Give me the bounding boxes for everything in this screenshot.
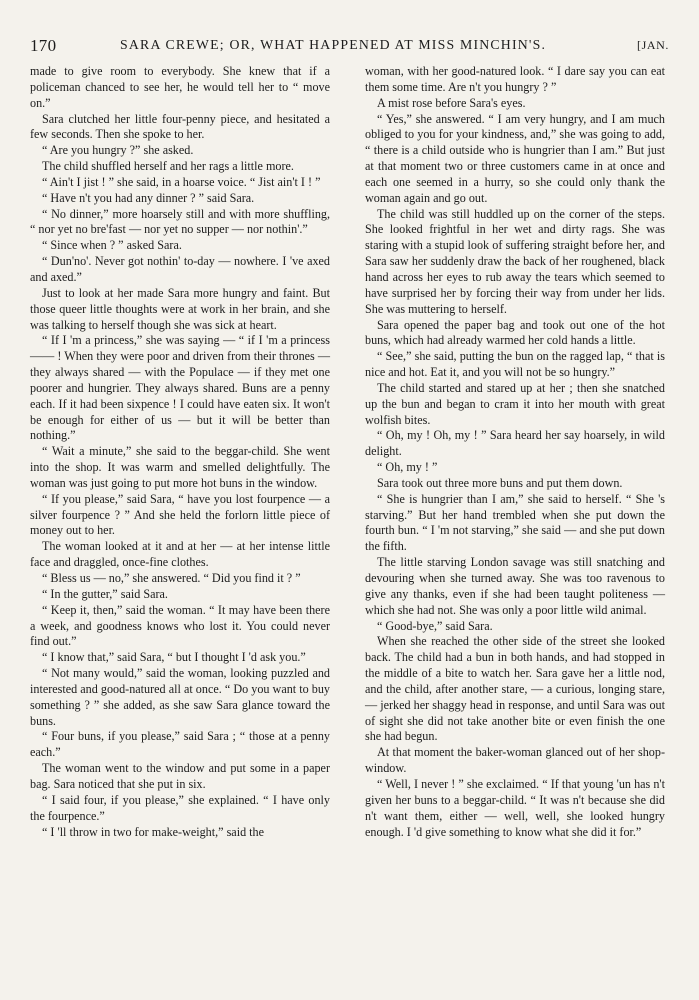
paragraph: The little starving London savage was still snatching and devouring when she turned away. She was too ravenous to give any thanks, even if she had been taught politeness — which she had not. She was only a poor little wild animal. <box>365 555 665 617</box>
paragraph: “ Good-bye,” said Sara. <box>377 618 493 633</box>
paragraph: “ Yes,” she answered. “ I am very hungry, and I am much obliged to you for your kindness, and,” she was going to add, “ there is a child outside who is hungrier than I am.” But just at that moment two or three customers came in at once and each one seemed in a hurry, so she could only thank the woman again and go out. <box>365 111 665 205</box>
paragraph: “ No dinner,” more hoarsely still and with more shuffling, “ nor yet no bre'fast — nor yet no supper — nor nothin'.” <box>30 206 330 237</box>
paragraph: The child shuffled herself and her rags a little more. <box>42 159 294 174</box>
paragraph: “ In the gutter,” said Sara. <box>42 586 168 601</box>
paragraph: “ Four buns, if you please,” said Sara ; “ those at a penny each.” <box>30 729 330 760</box>
paragraph: “ I said four, if you please,” she explained. “ I have only the fourpence.” <box>30 792 330 823</box>
running-title: SARA CREWE; OR, WHAT HAPPENED AT MISS MINCHIN'S. <box>120 37 547 52</box>
paragraph: Just to look at her made Sara more hungry and faint. But those queer little thoughts were at work in her brain, and she was talking to herself though she was sick at heart. <box>30 285 330 332</box>
paragraph: Sara took out three more buns and put them down. <box>377 475 623 490</box>
left-column <box>30 64 330 840</box>
paragraph: “ Dun'no'. Never got nothin' to-day — nowhere. I 've axed and axed.” <box>30 254 330 284</box>
paragraph: woman, with her good-natured look. “ I dare say you can eat them some time. Are n't you hungry ? ” <box>365 64 665 94</box>
paragraph: “ See,” she said, putting the bun on the ragged lap, “ that is nice and hot. Eat it, and you will not be so hungry.” <box>365 349 665 380</box>
paragraph: “ I 'll throw in two for make-weight,” said the <box>42 824 265 839</box>
paragraph: “ If you please,” said Sara, “ have you lost fourpence — a silver fourpence ? ” And she held the forlorn little piece of money out to her. <box>30 491 330 538</box>
paragraph: “ If I 'm a princess,” she was saying — “ if I 'm a princess —— ! When they were poor and driven from their thrones — they always shared — with the Populace — if they met one poorer and hungrier. They always shared. Buns are a penny each. If it had been sixpence ! I could have eaten six. It won't be enough for either of us — but it will be better than nothing.” <box>30 333 330 443</box>
paragraph: “ Well, I never ! ” she exclaimed. “ If that young 'un has n't given her buns to a beggar-child. “ It was n't because she did n't want them, either — well, well, she looked hungry enough. I 'd give something to know what she did it for.” <box>365 776 665 839</box>
paragraph: At that moment the baker-woman glanced out of her shop-window. <box>365 745 665 776</box>
paragraph: “ Since when ? ” asked Sara. <box>42 238 182 253</box>
paragraph: A mist rose before Sara's eyes. <box>377 95 526 110</box>
paragraph: “ Ain't I jist ! ” she said, in a hoarse voice. “ Jist ain't I ! ” <box>42 174 321 189</box>
paragraph: “ Have n't you had any dinner ? ” said Sara. <box>42 190 255 205</box>
issue-month: [JAN. <box>637 38 669 52</box>
paragraph: When she reached the other side of the street she looked back. The child had a bun in both hands, and had stopped in the middle of a bite to watch her. Sara gave her a little nod, and the child, after another stare, — a curious, longing stare, — jerked her shaggy head in response, and until Sara was out of sight she did not take another bite or even finish the one she had begun. <box>365 634 665 744</box>
paragraph: Sara opened the paper bag and took out one of the hot buns, which had already warmed her cold hands a little. <box>365 317 665 348</box>
paragraph: “ She is hungrier than I am,” she said to herself. “ She 's starving.” But her hand trembled when she put down the fourth bun. “ I 'm not starving,” she said — and she put down the fifth. <box>365 491 665 554</box>
running-header <box>30 34 669 56</box>
paragraph: made to give room to everybody. She knew that if a policeman chanced to see her, he would tell her to “ move on.” <box>30 64 330 110</box>
paragraph: “ Bless us — no,” she answered. “ Did you find it ? ” <box>42 571 301 585</box>
paragraph: “ Wait a minute,” she said to the beggar-child. She went into the shop. It was warm and smelled delightfully. The woman was just going to put more hot buns in the window. <box>30 444 330 490</box>
paragraph: The child started and stared up at her ; then she snatched up the bun and began to cram it into her mouth with great wolfish bites. <box>365 380 665 427</box>
paragraph: “ Oh, my ! ” <box>377 460 438 475</box>
paragraph: “ Oh, my ! Oh, my ! ” Sara heard her say hoarsely, in wild delight. <box>365 428 665 459</box>
paragraph: The woman looked at it and at her — at her intense little face and draggled, once-fine clothes. <box>30 539 330 570</box>
paragraph: “ Are you hungry ?” she asked. <box>42 143 194 158</box>
paragraph: “ I know that,” said Sara, “ but I thought I 'd ask you.” <box>42 650 306 665</box>
paragraph: Sara clutched her little four-penny piece, and hesitated a few seconds. Then she spoke to her. <box>30 111 330 142</box>
paragraph: “ Keep it, then,” said the woman. “ It may have been there a week, and goodness knows who lost it. You could never find out.” <box>30 602 330 649</box>
right-column <box>365 64 665 840</box>
page-number: 170 <box>30 36 57 55</box>
paragraph: “ Not many would,” said the woman, looking puzzled and interested and good-natured all at once. “ Do you want to buy something ? ” she added, as she saw Sara glance toward the buns. <box>30 666 330 728</box>
paragraph: The woman went to the window and put some in a paper bag. Sara noticed that she put in six. <box>30 761 330 791</box>
paragraph: The child was still huddled up on the corner of the steps. She looked frightful in her wet and dirty rags. She was staring with a stupid look of suffering straight before her, and Sara saw her suddenly draw the back of her roughened, black hand across her eyes to rub away the tears which seemed to have surprised her by forcing their way from under her lids. She was muttering to herself. <box>365 206 665 316</box>
